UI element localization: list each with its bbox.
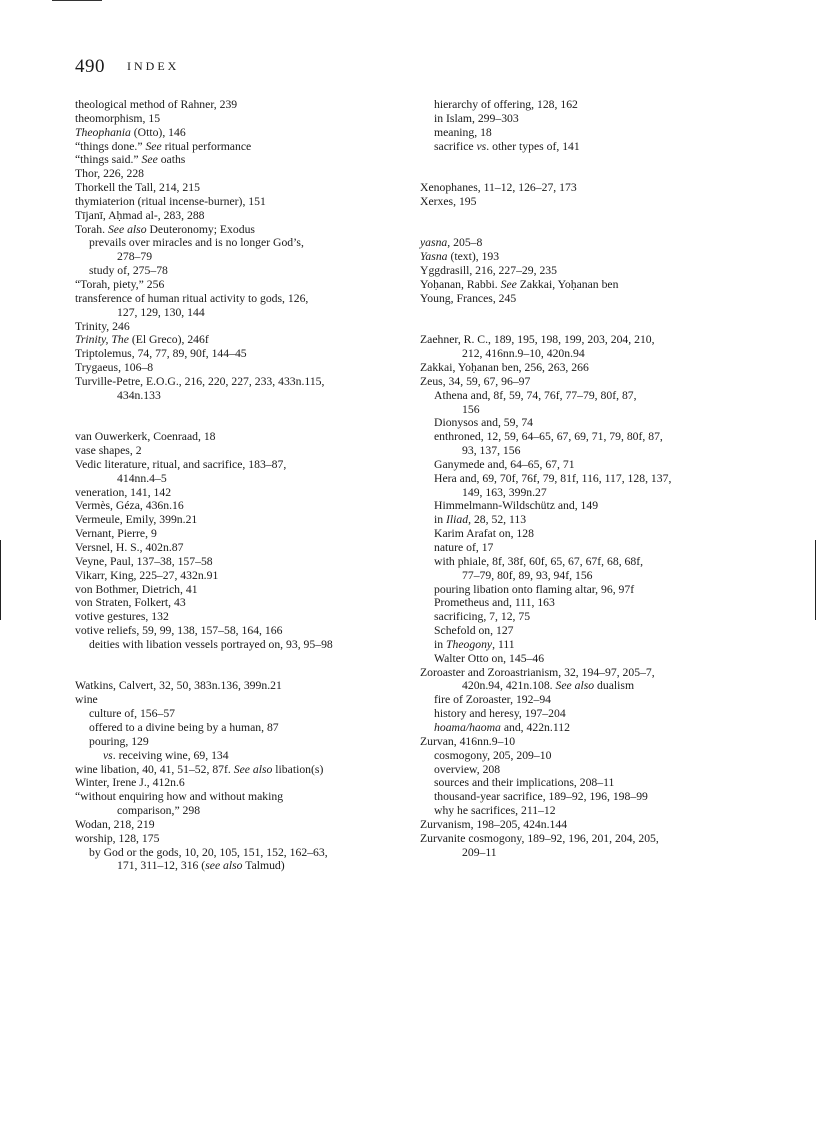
index-entry	[75, 486, 410, 500]
index-entry	[75, 278, 410, 292]
index-entry	[75, 763, 410, 777]
entry-text: Zurvanite cosmogony, 189–92, 196, 201, 204, 205,	[420, 831, 659, 845]
index-entry	[420, 832, 740, 846]
index-entry-continuation	[75, 250, 410, 264]
entry-text: in	[434, 637, 447, 651]
entry-text: overview, 208	[434, 762, 501, 776]
index-entry	[75, 112, 410, 126]
entry-text: Himmelmann-Wildschütz and, 149	[434, 499, 599, 513]
entry-text: dualism	[594, 679, 635, 693]
entry-text: Zakkai, Yoḥanan ben	[516, 277, 619, 291]
entry-text: votive reliefs, 59, 99, 138, 157–58, 164, 166	[75, 624, 283, 638]
entry-text: with phiale, 8f, 38f, 60f, 65, 67, 67f, 68, 68f,	[434, 554, 644, 568]
entry-text: sources and their implications, 208–11	[434, 776, 615, 790]
index-subentry	[420, 472, 740, 486]
entry-text: Young, Frances, 245	[420, 291, 517, 305]
index-entry-continuation	[420, 347, 740, 361]
entry-text: theological method of Rahner, 239	[75, 98, 238, 111]
index-subentry	[75, 236, 410, 250]
index-entry-continuation	[420, 444, 740, 458]
entry-text: von Bothmer, Dietrich, 41	[75, 582, 198, 596]
index-subentry	[420, 98, 740, 112]
index-entry	[420, 361, 740, 375]
entry-text: Veyne, Paul, 137–38, 157–58	[75, 554, 213, 568]
page-header	[75, 56, 179, 78]
entry-text: (text), 193	[447, 250, 500, 264]
entry-text: sacrifice	[434, 139, 477, 153]
index-entry	[420, 236, 740, 250]
index-entry	[75, 610, 410, 624]
entry-text: Tījanī, Aḥmad al-, 283, 288	[75, 208, 205, 222]
index-subentry	[420, 555, 740, 569]
entry-text: Xenophanes, 11–12, 126–27, 173	[420, 181, 577, 195]
entry-text: Thor, 226, 228	[75, 167, 145, 181]
index-entry	[75, 776, 410, 790]
index-entry	[75, 458, 410, 472]
entry-text: See also	[107, 222, 147, 236]
entry-text: von Straten, Folkert, 43	[75, 596, 186, 610]
entry-text: deities with libation vessels portrayed on, 93, 95–98	[89, 637, 333, 651]
letter-group-gap	[420, 153, 740, 181]
letter-group-gap	[420, 306, 740, 334]
entry-text: in Islam, 299–303	[434, 111, 519, 125]
entry-text: Trinity, The	[75, 333, 129, 347]
index-entry	[75, 499, 410, 513]
entry-text: Watkins, Calvert, 32, 50, 383n.136, 399n.21	[75, 679, 282, 693]
index-entry-continuation	[75, 389, 410, 403]
entry-text: vase shapes, 2	[75, 444, 142, 458]
entry-text: transference of human ritual activity to gods, 126,	[75, 291, 309, 305]
entry-text: Zakkai, Yoḥanan ben, 256, 263, 266	[420, 361, 589, 375]
entry-text: , 28, 52, 113	[468, 513, 527, 527]
index-entry-continuation	[75, 306, 410, 320]
entry-text: libation(s)	[272, 762, 324, 776]
index-subentry	[420, 776, 740, 790]
index-subentry	[420, 112, 740, 126]
entry-text: Vikarr, King, 225–27, 432n.91	[75, 568, 219, 582]
index-entry	[75, 430, 410, 444]
entry-text: , 111	[492, 637, 515, 651]
entry-text: Yasna	[420, 250, 448, 264]
index-entry-continuation	[420, 403, 740, 417]
entry-text: nature of, 17	[434, 541, 494, 554]
entry-text: and, 422n.112	[500, 720, 570, 734]
index-subentry	[420, 513, 740, 527]
index-entry	[75, 153, 410, 167]
index-subentry	[420, 652, 740, 666]
entry-text: (El Greco), 246f	[128, 333, 209, 347]
index-entry	[75, 209, 410, 223]
index-entry	[75, 596, 410, 610]
letter-group-gap	[75, 652, 410, 680]
index-subentry	[75, 749, 410, 763]
index-entry	[420, 250, 740, 264]
index-subentry	[420, 624, 740, 638]
index-subentry	[420, 707, 740, 721]
entry-text: “things said.”	[75, 153, 142, 167]
index-entry-continuation	[75, 859, 410, 873]
index-subentry	[420, 140, 740, 154]
index-entry	[420, 333, 740, 347]
index-subentry	[420, 610, 740, 624]
entry-text: Turville-Petre, E.O.G., 216, 220, 227, 233, 433n.115,	[75, 374, 325, 388]
index-entry	[75, 361, 410, 375]
index-entry	[75, 818, 410, 832]
index-entry	[75, 513, 410, 527]
entry-text: Torah.	[75, 222, 108, 236]
entry-text: enthroned, 12, 59, 64–65, 67, 69, 71, 79, 80f, 87,	[434, 430, 663, 444]
entry-text: Iliad	[446, 513, 469, 527]
entry-text: Versnel, H. S., 402n.87	[75, 541, 184, 554]
index-entry	[420, 278, 740, 292]
entry-text: Yggdrasill, 216, 227–29, 235	[420, 264, 557, 278]
index-entry-continuation	[420, 486, 740, 500]
entry-text: Karim Arafat on, 128	[434, 527, 534, 541]
index-entry	[420, 666, 740, 680]
entry-text: Zaehner, R. C., 189, 195, 198, 199, 203, 204, 210,	[420, 333, 655, 347]
index-subentry	[420, 458, 740, 472]
index-entry	[75, 167, 410, 181]
entry-text: prevails over miracles and is no longer God’s,	[89, 236, 304, 250]
index-entry	[75, 140, 410, 154]
letter-group-gap	[420, 209, 740, 237]
entry-text: 434n.133	[117, 388, 161, 402]
top-crop-line	[52, 0, 102, 1]
entry-text: oaths	[157, 153, 186, 167]
index-entry-continuation	[420, 569, 740, 583]
index-subentry	[420, 693, 740, 707]
index-entry	[75, 347, 410, 361]
index-subentry	[420, 416, 740, 430]
entry-text: 77–79, 80f, 89, 93, 94f, 156	[462, 568, 593, 582]
index-subentry	[75, 721, 410, 735]
index-entry	[75, 583, 410, 597]
entry-text: . receiving wine, 69, 134	[112, 748, 229, 762]
entry-text: cosmogony, 205, 209–10	[434, 748, 552, 762]
entry-text: hoama/haoma	[434, 720, 501, 734]
entry-text: Yoḥanan, Rabbi.	[420, 277, 501, 291]
entry-text: offered to a divine being by a human, 87	[89, 720, 279, 734]
index-entry	[75, 181, 410, 195]
entry-text: 209–11	[462, 845, 497, 859]
entry-text: culture of, 156–57	[89, 707, 176, 721]
entry-text: Theogony	[446, 637, 493, 651]
index-entry	[420, 264, 740, 278]
entry-text: (Otto), 146	[130, 125, 186, 139]
index-subentry	[420, 126, 740, 140]
index-subentry	[420, 389, 740, 403]
entry-text: worship, 128, 175	[75, 831, 160, 845]
entry-text: See also	[555, 679, 595, 693]
entry-text: 93, 137, 156	[462, 444, 521, 458]
entry-text: Prometheus and, 111, 163	[434, 596, 555, 610]
entry-text: Xerxes, 195	[420, 194, 477, 208]
entry-text: Zoroaster and Zoroastrianism, 32, 194–97, 205–7,	[420, 665, 655, 679]
entry-text: hierarchy of offering, 128, 162	[434, 98, 578, 111]
index-entry	[420, 375, 740, 389]
entry-text: See	[141, 153, 158, 167]
entry-text: van Ouwerkerk, Coenraad, 18	[75, 430, 216, 444]
letter-group-gap	[75, 403, 410, 431]
index-subentry	[420, 541, 740, 555]
index-subentry	[420, 499, 740, 513]
entry-text: 156	[462, 402, 480, 416]
index-entry	[75, 444, 410, 458]
entry-text: Ganymede and, 64–65, 67, 71	[434, 457, 575, 471]
index-entry	[420, 735, 740, 749]
index-subentry	[75, 735, 410, 749]
index-subentry	[420, 749, 740, 763]
index-entry	[75, 195, 410, 209]
entry-text: pouring, 129	[89, 734, 149, 748]
index-subentry	[75, 638, 410, 652]
page-number: 490	[75, 56, 105, 77]
index-subentry	[420, 804, 740, 818]
index-entry	[75, 693, 410, 707]
index-column-right	[420, 98, 740, 859]
entry-text: See also	[233, 762, 273, 776]
entry-text: Athena and, 8f, 59, 74, 76f, 77–79, 80f, 87,	[434, 388, 637, 402]
index-entry	[75, 98, 410, 112]
entry-text: 149, 163, 399n.27	[462, 485, 547, 499]
entry-text: See	[145, 139, 162, 153]
index-entry	[75, 569, 410, 583]
index-subentry	[420, 721, 740, 735]
index-entry	[75, 126, 410, 140]
entry-text: see also	[205, 859, 243, 873]
index-entry	[75, 624, 410, 638]
entry-text: comparison,” 298	[117, 804, 201, 818]
index-subentry	[420, 527, 740, 541]
entry-text: wine	[75, 693, 98, 707]
index-entry	[75, 790, 410, 804]
index-subentry	[75, 846, 410, 860]
entry-text: “Torah, piety,” 256	[75, 277, 165, 291]
index-entry	[420, 292, 740, 306]
index-entry-continuation	[75, 804, 410, 818]
entry-text: veneration, 141, 142	[75, 485, 172, 499]
index-entry	[420, 181, 740, 195]
entry-text: ritual performance	[161, 139, 252, 153]
index-subentry	[420, 638, 740, 652]
entry-text: Trygaeus, 106–8	[75, 361, 154, 375]
entry-text: 420n.94, 421n.108.	[462, 679, 556, 693]
left-crop-mark	[0, 540, 1, 620]
entry-text: . other types of, 141	[486, 139, 580, 153]
index-entry	[75, 320, 410, 334]
entry-text: Trinity, 246	[75, 319, 130, 333]
entry-text: “without enquiring how and without making	[75, 790, 284, 804]
entry-text: , 205–8	[447, 236, 483, 250]
index-entry	[420, 195, 740, 209]
entry-text: yasna	[420, 236, 448, 250]
running-head: INDEX	[127, 59, 180, 73]
index-entry	[75, 375, 410, 389]
entry-text: thousand-year sacrifice, 189–92, 196, 198–99	[434, 790, 648, 804]
entry-text: vs	[476, 139, 487, 153]
entry-text: thymiaterion (ritual incense-burner), 151	[75, 194, 266, 208]
entry-text: by God or the gods, 10, 20, 105, 151, 152, 162–63,	[89, 845, 328, 859]
index-entry	[75, 555, 410, 569]
index-entry	[75, 527, 410, 541]
index-entry	[75, 541, 410, 555]
index-entry	[75, 223, 410, 237]
entry-text: 171, 311–12, 316 (	[117, 859, 206, 873]
entry-text: Dionysos and, 59, 74	[434, 416, 534, 430]
entry-text: See	[500, 277, 517, 291]
entry-text: pouring libation onto flaming altar, 96, 97f	[434, 582, 635, 596]
index-subentry	[420, 596, 740, 610]
index-subentry	[420, 763, 740, 777]
index-subentry	[420, 583, 740, 597]
entry-text: Theophania	[75, 125, 131, 139]
entry-text: vs	[103, 748, 113, 762]
entry-text: “things done.”	[75, 139, 146, 153]
entry-text: 212, 416nn.9–10, 420n.94	[462, 347, 585, 361]
index-entry	[75, 832, 410, 846]
entry-text: votive gestures, 132	[75, 610, 169, 624]
entry-text: 278–79	[117, 250, 153, 264]
entry-text: meaning, 18	[434, 125, 492, 139]
entry-text: Vernant, Pierre, 9	[75, 527, 157, 541]
entry-text: Wodan, 218, 219	[75, 817, 155, 831]
entry-text: Thorkell the Tall, 214, 215	[75, 181, 200, 195]
entry-text: fire of Zoroaster, 192–94	[434, 693, 552, 707]
entry-text: why he sacrifices, 211–12	[434, 804, 556, 818]
entry-text: Zurvanism, 198–205, 424n.144	[420, 817, 568, 831]
entry-text: Vermès, Géza, 436n.16	[75, 499, 184, 513]
index-subentry	[420, 430, 740, 444]
index-entry	[75, 333, 410, 347]
entry-text: Walter Otto on, 145–46	[434, 651, 545, 665]
entry-text: Winter, Irene J., 412n.6	[75, 776, 185, 790]
index-entry	[75, 292, 410, 306]
entry-text: Zurvan, 416nn.9–10	[420, 734, 516, 748]
index-entry	[75, 679, 410, 693]
entry-text: Vermeule, Emily, 399n.21	[75, 513, 198, 527]
index-column-left	[75, 98, 410, 873]
index-subentry	[75, 264, 410, 278]
index-subentry	[75, 707, 410, 721]
index-entry-continuation	[420, 846, 740, 860]
entry-text: sacrificing, 7, 12, 75	[434, 610, 531, 624]
index-entry	[420, 818, 740, 832]
entry-text: Schefold on, 127	[434, 624, 514, 638]
entry-text: Vedic literature, ritual, and sacrifice, 183–87,	[75, 457, 287, 471]
entry-text: theomorphism, 15	[75, 111, 161, 125]
entry-text: 127, 129, 130, 144	[117, 305, 205, 319]
entry-text: study of, 275–78	[89, 264, 168, 278]
index-subentry	[420, 790, 740, 804]
entry-text: Deuteronomy; Exodus	[146, 222, 255, 236]
entry-text: Hera and, 69, 70f, 76f, 79, 81f, 116, 117, 128, 137,	[434, 471, 672, 485]
entry-text: in	[434, 513, 447, 527]
index-entry-continuation	[75, 472, 410, 486]
entry-text: history and heresy, 197–204	[434, 707, 566, 721]
entry-text: Zeus, 34, 59, 67, 96–97	[420, 374, 531, 388]
entry-text: 414nn.4–5	[117, 471, 167, 485]
entry-text: Talmud)	[242, 859, 285, 873]
entry-text: Triptolemus, 74, 77, 89, 90f, 144–45	[75, 347, 247, 361]
index-entry-continuation	[420, 679, 740, 693]
entry-text: wine libation, 40, 41, 51–52, 87f.	[75, 762, 234, 776]
